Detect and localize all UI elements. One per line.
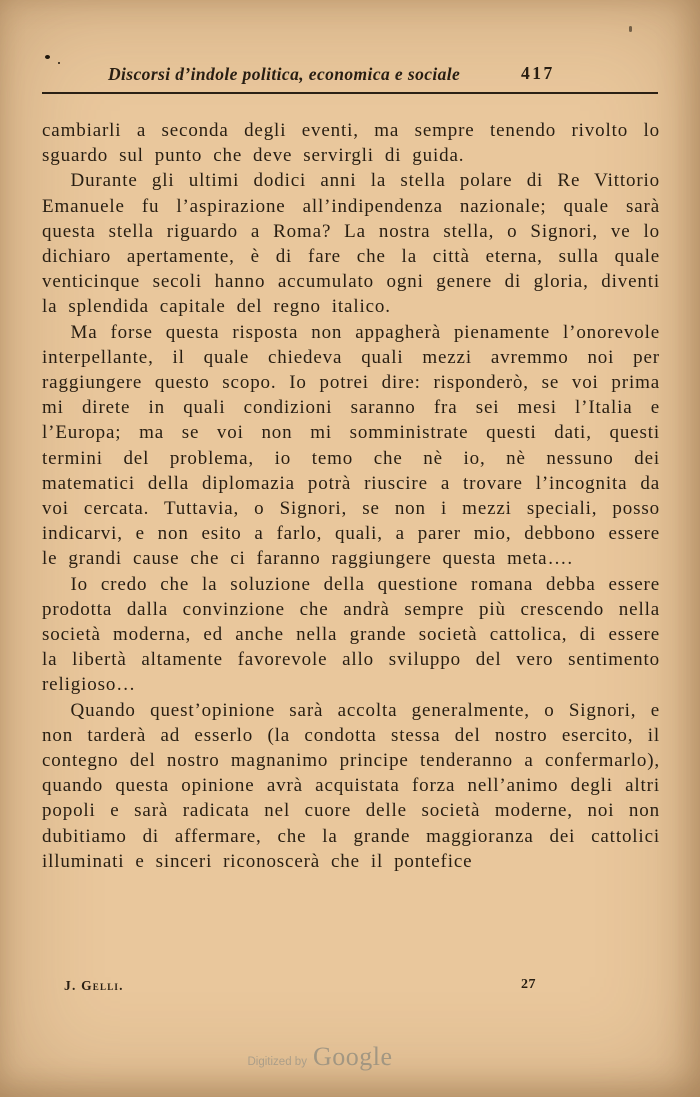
- body-paragraph: Io credo che la soluzione della questione romana debba essere prodotta dalla convinzione che andrà sempre più crescendo nella società moderna, ed anche nella grande società cattolica, di essere la libertà altamente favorevole allo sviluppo del vero sentimento religioso…: [42, 573, 660, 696]
- scan-speck: [45, 55, 50, 59]
- watermark-prefix: Digitized by: [247, 1056, 307, 1068]
- google-logo: Google: [312, 1042, 393, 1071]
- scan-speck: [58, 62, 60, 64]
- body-paragraph: Quando quest’opinione sarà accolta generalmente, o Signori, e non tarderà ad esserlo (la condotta stessa del nostro esercito, il contegno del nostro magnanimo principe tenderanno a confermarlo), quando questa opinione avrà acquistata forza nell’animo degli altri popoli e sarà radicata nel cuore delle società moderne, noi non dubitiamo di affermare, che la grande maggioranza dei cattolici illuminati e sinceri riconoscerà che il pontefice: [42, 699, 660, 872]
- scan-speck: [629, 26, 632, 32]
- page-body: [42, 118, 660, 874]
- footer-author: J. Gelli.: [64, 978, 124, 993]
- header-rule: [42, 92, 658, 94]
- body-paragraph: cambiarli a seconda degli eventi, ma sempre tenendo rivolto lo sguardo sul punto che deve servirgli di guida.: [42, 120, 660, 167]
- digitized-watermark: [0, 1042, 640, 1072]
- page-number: 417: [521, 63, 555, 83]
- footer-signature-number: 27: [521, 977, 536, 992]
- body-paragraph: Ma forse questa risposta non appagherà pienamente l’onorevole interpellante, il quale chiedeva quali mezzi avremmo noi per raggiungere questo scopo. Io potrei dire: risponderò, se voi prima mi direte in quali condizioni saranno fra sei mesi l’Italia e l’Europa; ma se voi non mi somministrate questi dati, questi termini del problema, io temo che nè io, nè nessuno dei matematici della diplomazia potrà riuscire a trovare l’incognita da voi cercata. Tuttavia, o Signori, se non i mezzi speciali, posso indicarvi, e non esito a farlo, quali, a parer mio, debbono essere le grandi cause che ci faranno raggiungere questa meta….: [42, 321, 660, 570]
- running-header-title: Discorsi d’indole politica, economica e sociale: [108, 64, 461, 84]
- body-paragraph: Durante gli ultimi dodici anni la stella polare di Re Vittorio Emanuele fu l’aspirazione all’indipendenza nazionale; quale sarà questa stella riguardo a Roma? La nostra stella, o Signori, ve lo dichiaro apertamente, è di fare che la città eterna, sulla quale venticinque secoli hanno accumulato ogni genere di gloria, diventi la splendida capitale del regno italico.: [42, 170, 660, 318]
